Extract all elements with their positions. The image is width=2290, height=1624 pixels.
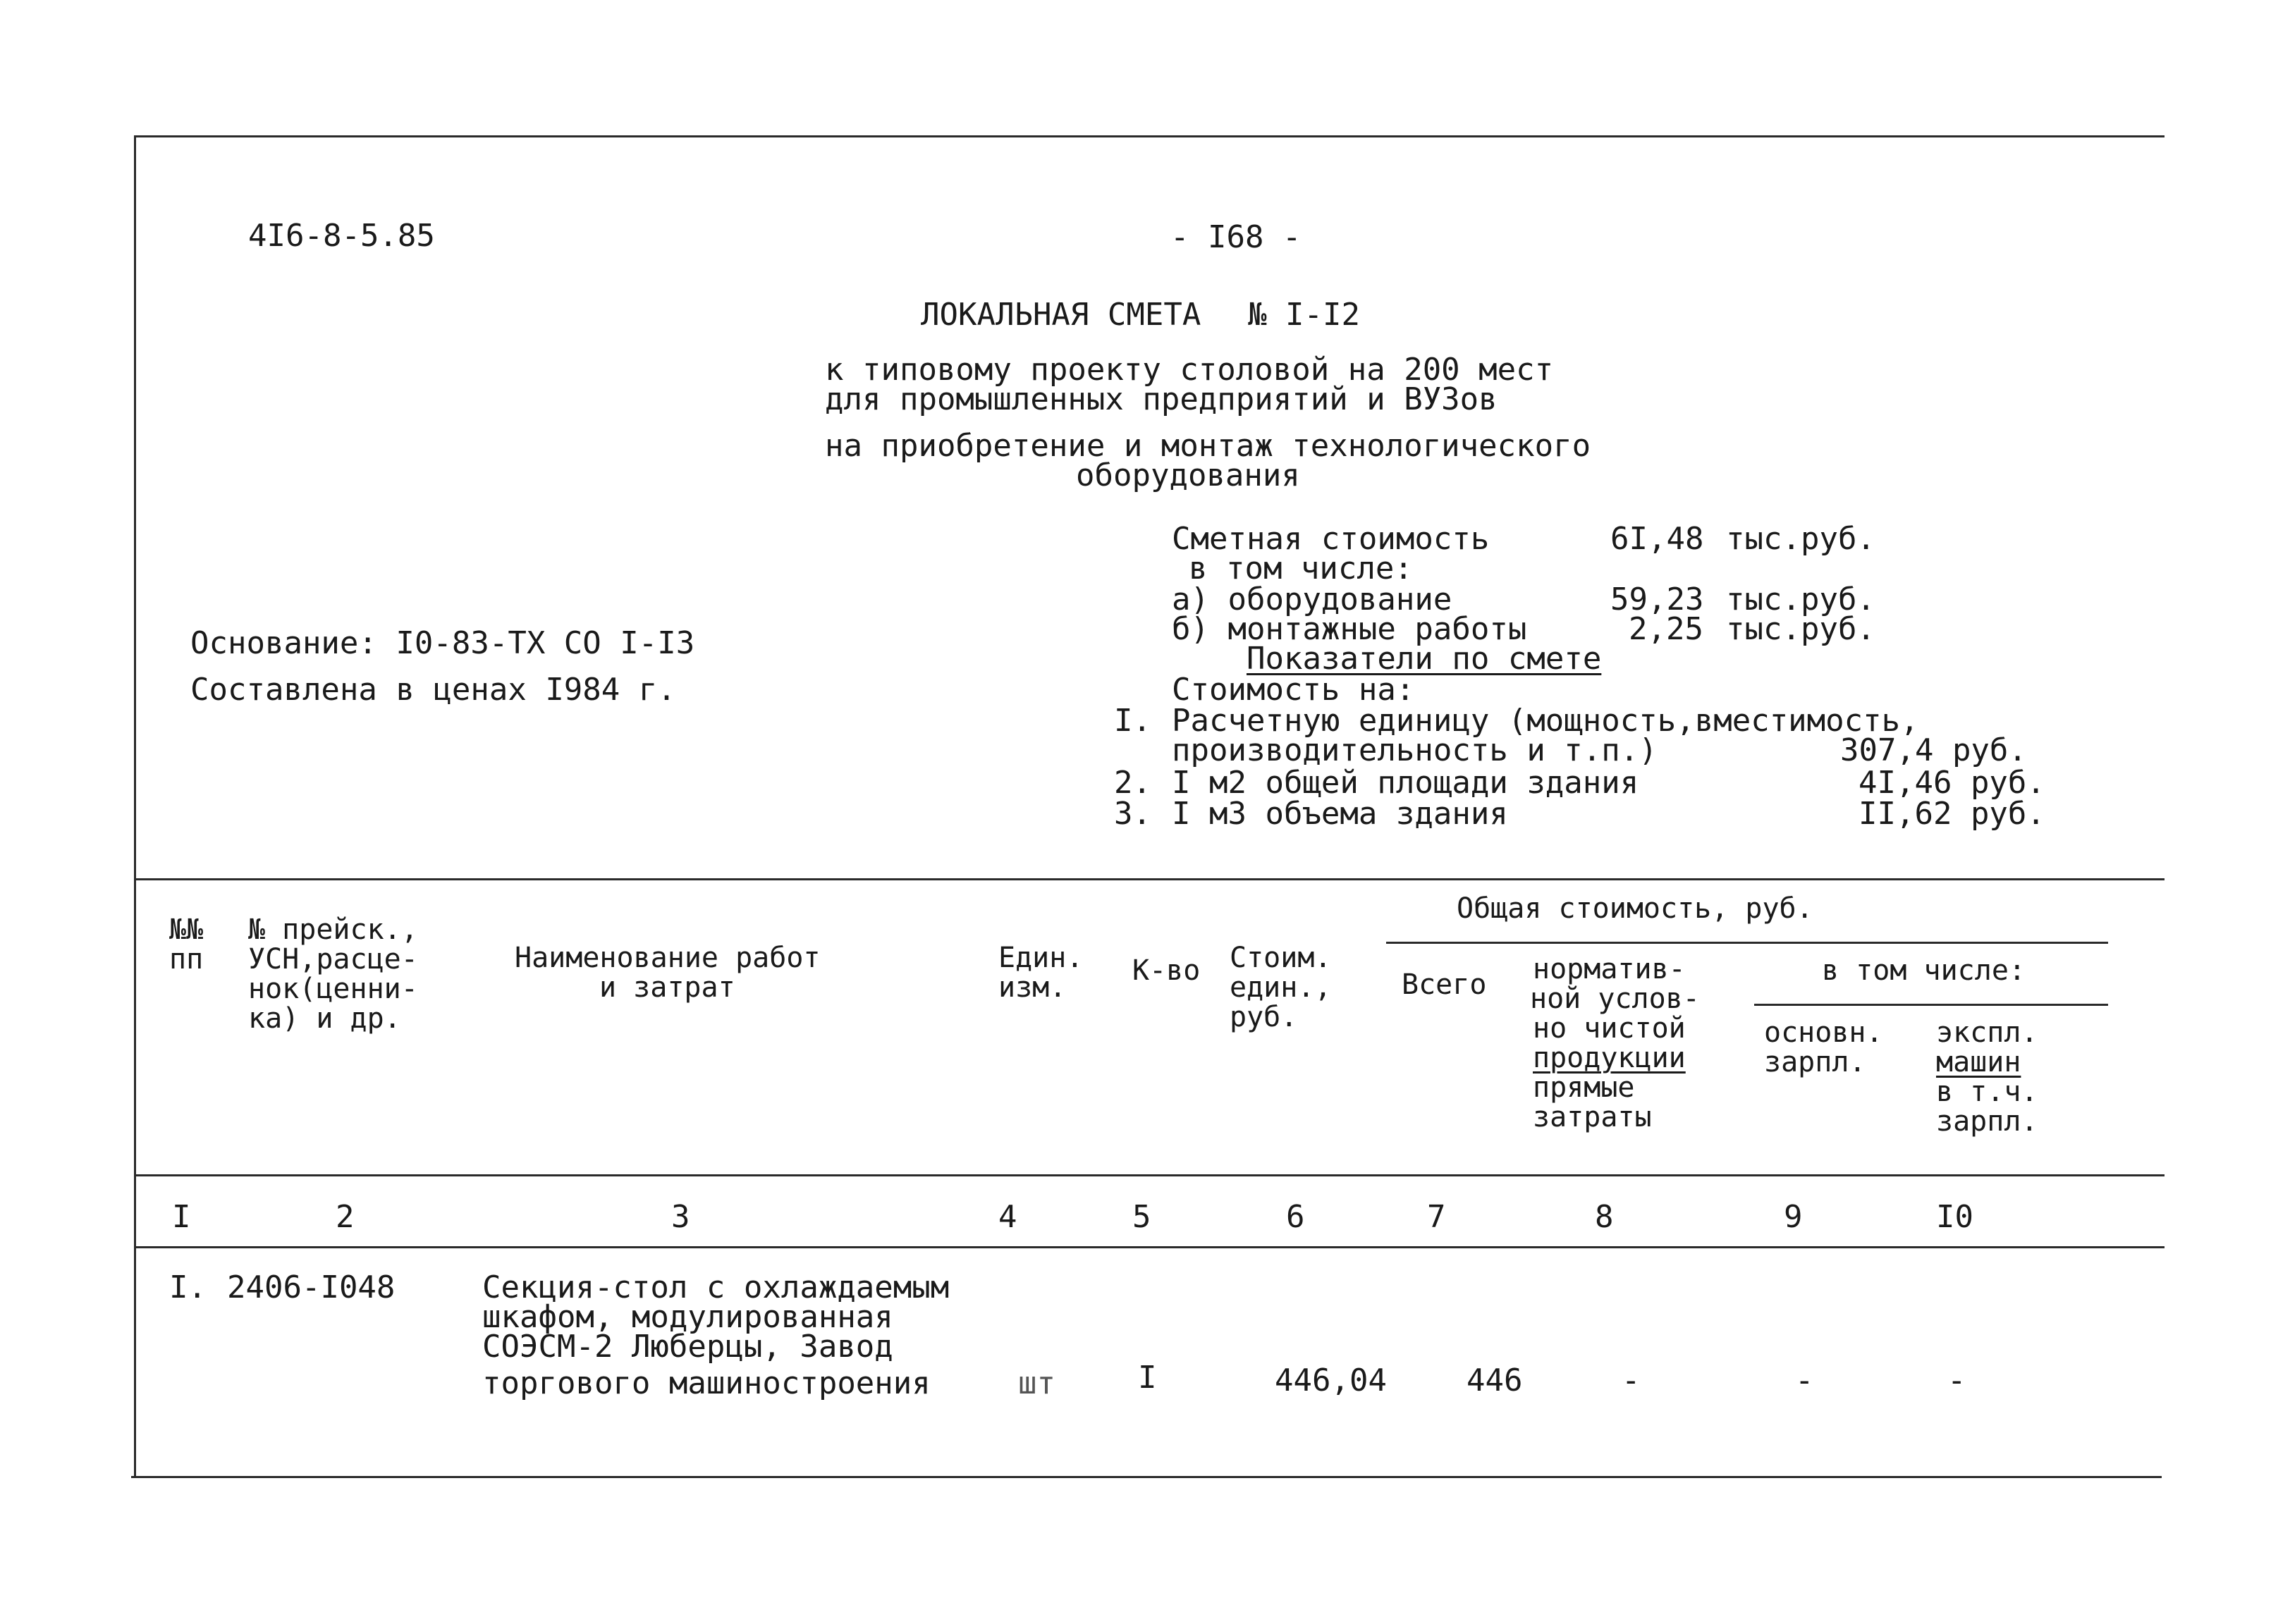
row-unit-cost: 446,04: [1275, 1362, 1387, 1398]
basis-line-1: Основание: I0-83-ТХ СО I-I3: [190, 625, 695, 661]
header-col-4-line-2: изм.: [998, 971, 1067, 1004]
subtitle-line-1: к типовому проекту столовой на 200 мест: [825, 352, 1554, 388]
header-bottom-line: [134, 1174, 2165, 1176]
indicator-3-value: II,62 руб.: [1859, 796, 2045, 832]
cost-install-label: б) монтажные работы: [1172, 611, 1527, 647]
header-col-2-line-3: нок(ценни-: [248, 973, 418, 1005]
cost-value: 6I,48: [1610, 521, 1704, 557]
column-number: I: [172, 1199, 191, 1235]
row-name-line-4: торгового машиностроения: [482, 1365, 931, 1401]
header-col-8-line-5: прямые: [1533, 1071, 1635, 1104]
header-col-2-line-1: № прейск.,: [248, 914, 418, 946]
header-col-8-line-2: ной услов-: [1530, 983, 1700, 1015]
row-code: 2406-I048: [227, 1269, 396, 1305]
header-col-5: К-во: [1132, 954, 1201, 987]
page-number: - I68 -: [1170, 219, 1302, 255]
header-col-10-line-2: машин: [1936, 1046, 2021, 1078]
column-number: 6: [1286, 1199, 1305, 1235]
frame-bottom-line: [131, 1476, 2162, 1478]
column-number: 2: [336, 1199, 355, 1235]
header-col-6-line-3: руб.: [1230, 1001, 1298, 1033]
header-col-2-line-4: ка) и др.: [248, 1002, 401, 1035]
row-total: 446: [1467, 1362, 1523, 1398]
col-numbers-bottom-line: [134, 1246, 2165, 1248]
row-col-8: -: [1622, 1362, 1641, 1398]
row-unit: шт: [1018, 1365, 1055, 1401]
frame-top-line: [134, 135, 2165, 137]
indicator-3-number: 3.: [1114, 796, 1151, 832]
header-col-2-line-2: УСН,расце-: [248, 943, 418, 976]
subtitle-line-4: оборудования: [1076, 457, 1300, 493]
header-col-10-line-3: в т.ч.: [1936, 1076, 2038, 1108]
indicator-2-number: 2.: [1114, 765, 1151, 801]
total-cost-underline: [1386, 942, 2108, 944]
row-name-line-1: Секция-стол с охлаждаемым: [482, 1269, 950, 1305]
cost-equipment-label: а) оборудование: [1172, 582, 1452, 617]
indicators-cost-on: Стоимость на:: [1172, 672, 1415, 708]
column-number: I0: [1936, 1199, 1973, 1235]
cost-install-value: 2,25: [1629, 611, 1703, 647]
column-number: 5: [1132, 1199, 1151, 1235]
header-col-6-line-1: Стоим.: [1230, 942, 1332, 974]
cost-equipment-value: 59,23: [1610, 582, 1704, 617]
row-name-line-3: СОЭСМ-2 Люберцы, Завод: [482, 1329, 893, 1365]
subtitle-line-2: для промышленных предприятий и ВУЗов: [825, 381, 1498, 417]
table-top-line: [134, 878, 2165, 880]
indicator-3-text: I м3 объема здания: [1172, 796, 1508, 832]
header-col-7: Всего: [1402, 968, 1487, 1001]
cost-install-unit: тыс.руб.: [1726, 611, 1875, 647]
subtitle-line-3: на приобретение и монтаж технологического: [825, 428, 1591, 464]
indicator-1-value: 307,4 руб.: [1840, 732, 2027, 768]
indicator-1-number: I.: [1114, 703, 1151, 739]
header-col-8-line-6: затраты: [1533, 1101, 1652, 1133]
column-number: 8: [1595, 1199, 1614, 1235]
cost-unit: тыс.руб.: [1726, 521, 1875, 557]
indicators-heading: Показатели по смете: [1247, 641, 1602, 677]
indicator-2-text: I м2 общей площади здания: [1172, 765, 1639, 801]
header-col-8-line-1: норматив-: [1533, 953, 1686, 985]
indicator-2-value: 4I,46 руб.: [1859, 765, 2045, 801]
column-number: 4: [998, 1199, 1017, 1235]
row-number: I.: [169, 1269, 207, 1305]
column-number: 7: [1427, 1199, 1446, 1235]
row-quantity: I: [1138, 1360, 1157, 1396]
cost-equipment-unit: тыс.руб.: [1726, 582, 1875, 617]
indicator-1-line-2: производительность и т.п.): [1172, 732, 1658, 768]
basis-line-2: Составлена в ценах I984 г.: [190, 672, 676, 708]
header-col-8-line-3: но чистой: [1533, 1012, 1686, 1045]
cost-label: Сметная стоимость: [1172, 521, 1490, 557]
header-col-8-line-4: продукции: [1533, 1042, 1686, 1074]
column-number: 3: [671, 1199, 690, 1235]
cost-including: в том числе:: [1189, 550, 1413, 586]
row-col-9: -: [1795, 1362, 1814, 1398]
header-col-9-line-2: зарпл.: [1764, 1046, 1866, 1078]
header-col-10-line-1: экспл.: [1936, 1016, 2038, 1049]
column-number: 9: [1784, 1199, 1803, 1235]
header-col-10-line-4: зарпл.: [1936, 1105, 2038, 1138]
header-col-1-line-1: №№: [169, 914, 204, 946]
row-name-line-2: шкафом, модулированная: [482, 1299, 893, 1335]
indicator-1-line-1: Расчетную единицу (мощность,вместимость,: [1172, 703, 1919, 739]
incl-underline: [1754, 1004, 2108, 1006]
row-col-10: -: [1947, 1362, 1966, 1398]
header-col-9-line-1: основн.: [1764, 1016, 1883, 1049]
header-total-cost: Общая стоимость, руб.: [1457, 892, 1813, 925]
doc-title: ЛОКАЛЬНАЯ СМЕТА: [921, 297, 1201, 333]
header-col-3-line-1: Наименование работ: [515, 942, 821, 974]
frame-left-line: [134, 135, 136, 1478]
header-col-1-line-2: пп: [169, 943, 204, 976]
doc-code: 4I6-8-5.85: [248, 218, 435, 254]
header-col-6-line-2: един.,: [1230, 971, 1332, 1004]
header-including: в том числе:: [1822, 954, 2026, 987]
doc-title-number: № I-I2: [1248, 297, 1360, 333]
header-col-3-line-2: и затрат: [599, 971, 735, 1004]
header-col-4-line-1: Един.: [998, 942, 1084, 974]
